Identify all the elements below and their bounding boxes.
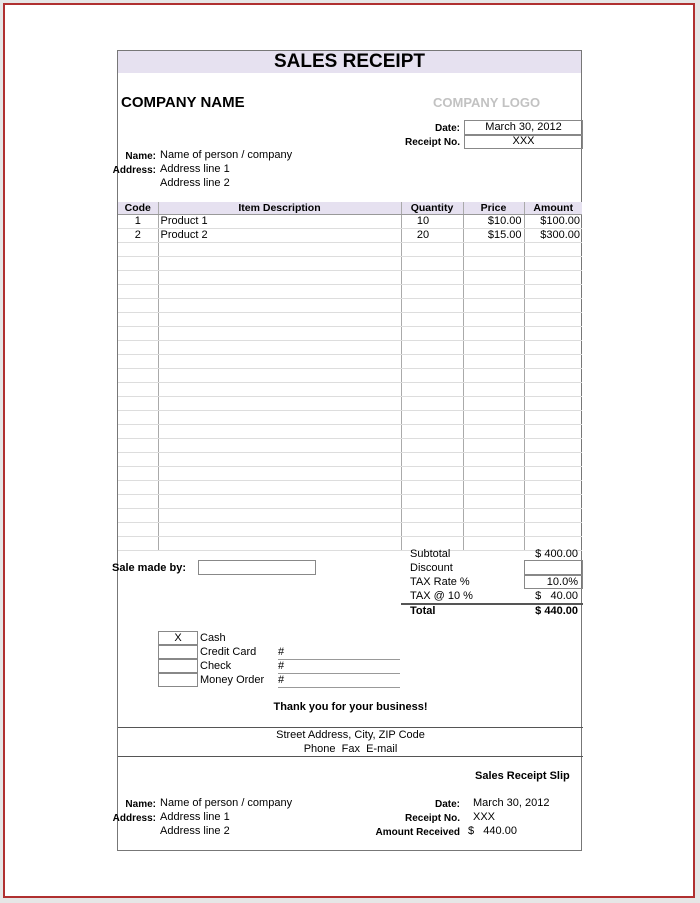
table-cell[interactable]: [524, 299, 582, 313]
column-header: Price: [463, 202, 524, 215]
table-cell[interactable]: [118, 411, 158, 425]
date-value[interactable]: March 30, 2012: [485, 121, 562, 133]
table-row: [118, 215, 582, 229]
payment-label: Credit Card: [200, 646, 257, 658]
table-cell[interactable]: [158, 467, 401, 481]
column-header: Code: [118, 202, 158, 215]
table-cell[interactable]: [118, 467, 158, 481]
tax-value: $ 40.00: [535, 590, 578, 602]
table-cell[interactable]: 2: [118, 229, 158, 243]
items-body: [118, 215, 582, 551]
table-row: [118, 327, 582, 341]
company-logo: COMPANY LOGO: [433, 95, 541, 110]
table-cell[interactable]: [118, 425, 158, 439]
table-cell[interactable]: [401, 383, 463, 397]
receipt-no-label: Receipt No.: [404, 137, 460, 148]
table-row: [118, 369, 582, 383]
table-cell[interactable]: 10: [401, 215, 463, 229]
payment-reference-field[interactable]: #: [278, 674, 400, 688]
table-cell[interactable]: [118, 355, 158, 369]
customer-address2[interactable]: Address line 2: [160, 177, 230, 189]
table-cell[interactable]: [158, 257, 401, 271]
sale-made-by-input[interactable]: [198, 560, 316, 575]
table-cell[interactable]: [401, 271, 463, 285]
table-row: [118, 383, 582, 397]
table-cell[interactable]: [463, 509, 524, 523]
table-cell[interactable]: [463, 341, 524, 355]
table-cell[interactable]: [118, 369, 158, 383]
table-cell[interactable]: [524, 467, 582, 481]
table-row: [118, 439, 582, 453]
table-cell[interactable]: [463, 425, 524, 439]
table-cell[interactable]: [524, 243, 582, 257]
total-label: Total: [410, 605, 436, 617]
table-row: [118, 257, 582, 271]
table-cell[interactable]: [158, 341, 401, 355]
customer-name-label: Name:: [125, 151, 156, 162]
table-cell[interactable]: $10.00: [463, 215, 524, 229]
payment-checkbox[interactable]: [158, 645, 198, 659]
payment-label: Money Order: [200, 674, 265, 686]
table-cell[interactable]: [158, 271, 401, 285]
slip-address1[interactable]: Address line 1: [160, 811, 230, 823]
table-cell[interactable]: [401, 341, 463, 355]
table-cell[interactable]: [401, 509, 463, 523]
items-table: [118, 202, 582, 551]
table-cell[interactable]: [118, 509, 158, 523]
table-cell[interactable]: [158, 495, 401, 509]
table-cell[interactable]: [401, 257, 463, 271]
table-cell[interactable]: [463, 537, 524, 551]
column-header: Amount: [524, 202, 582, 215]
receipt-no-value[interactable]: XXX: [512, 135, 535, 147]
table-cell[interactable]: [463, 481, 524, 495]
table-cell[interactable]: [524, 355, 582, 369]
payment-reference-field[interactable]: #: [278, 660, 400, 674]
table-cell[interactable]: [118, 327, 158, 341]
table-cell[interactable]: $15.00: [463, 229, 524, 243]
table-row: [118, 495, 582, 509]
table-cell[interactable]: [158, 425, 401, 439]
table-cell[interactable]: [463, 285, 524, 299]
table-cell[interactable]: [158, 369, 401, 383]
table-cell[interactable]: [158, 299, 401, 313]
table-cell[interactable]: [524, 509, 582, 523]
table-cell[interactable]: [401, 355, 463, 369]
table-cell[interactable]: [401, 481, 463, 495]
slip-title: Sales Receipt Slip: [475, 770, 570, 782]
thank-you-note: Thank you for your business!: [273, 701, 428, 713]
discount-label: Discount: [410, 562, 453, 574]
table-row: [118, 243, 582, 257]
table-cell[interactable]: [118, 537, 158, 551]
table-cell[interactable]: Product 2: [158, 229, 401, 243]
slip-receipt-no[interactable]: XXX: [473, 811, 496, 823]
table-cell[interactable]: [158, 327, 401, 341]
table-cell[interactable]: [158, 537, 401, 551]
table-cell[interactable]: [158, 481, 401, 495]
table-cell[interactable]: [158, 243, 401, 257]
table-cell[interactable]: [158, 411, 401, 425]
table-cell[interactable]: [118, 299, 158, 313]
table-cell[interactable]: [401, 243, 463, 257]
table-cell[interactable]: [158, 509, 401, 523]
slip-date-label: Date:: [434, 799, 460, 810]
table-cell[interactable]: [118, 285, 158, 299]
table-cell[interactable]: [118, 495, 158, 509]
table-cell[interactable]: [118, 271, 158, 285]
customer-address1[interactable]: Address line 1: [160, 163, 230, 175]
table-cell[interactable]: [463, 439, 524, 453]
table-cell[interactable]: [524, 257, 582, 271]
table-cell[interactable]: [158, 439, 401, 453]
table-cell[interactable]: [524, 523, 582, 537]
table-row: [118, 523, 582, 537]
table-cell[interactable]: [524, 341, 582, 355]
table-row: [118, 537, 582, 551]
receipt-sheet: [112, 50, 582, 851]
slip-address-label: Address:: [112, 813, 156, 824]
table-cell[interactable]: 1: [118, 215, 158, 229]
column-header: Quantity: [401, 202, 463, 215]
table-row: [118, 411, 582, 425]
tax-rate-label: TAX Rate %: [410, 576, 470, 588]
payment-checkbox[interactable]: [158, 659, 198, 673]
table-cell[interactable]: [463, 243, 524, 257]
table-cell[interactable]: [401, 299, 463, 313]
table-cell[interactable]: [463, 411, 524, 425]
table-row: [118, 285, 582, 299]
tax-rate-value[interactable]: 10.0%: [546, 576, 578, 588]
table-cell[interactable]: [158, 285, 401, 299]
table-cell[interactable]: [463, 523, 524, 537]
table-cell[interactable]: [158, 523, 401, 537]
table-cell[interactable]: $100.00: [524, 215, 582, 229]
table-cell[interactable]: [401, 397, 463, 411]
table-row: [118, 481, 582, 495]
tax-label: TAX @ 10 %: [410, 590, 473, 602]
table-cell[interactable]: [401, 523, 463, 537]
table-cell[interactable]: [401, 453, 463, 467]
table-cell[interactable]: [158, 313, 401, 327]
table-cell[interactable]: [118, 257, 158, 271]
table-cell[interactable]: [401, 495, 463, 509]
payment-label: Cash: [200, 632, 226, 644]
table-cell[interactable]: [118, 341, 158, 355]
footer-contact: Phone Fax E-mail: [303, 743, 398, 755]
date-label: Date:: [434, 123, 460, 134]
table-cell[interactable]: [524, 369, 582, 383]
table-cell[interactable]: [463, 313, 524, 327]
table-row: [118, 271, 582, 285]
table-cell[interactable]: [118, 397, 158, 411]
table-cell[interactable]: [158, 383, 401, 397]
customer-address-label: Address:: [112, 165, 156, 176]
table-cell[interactable]: Product 1: [158, 215, 401, 229]
table-cell[interactable]: [401, 467, 463, 481]
table-cell[interactable]: [524, 383, 582, 397]
table-cell[interactable]: [524, 285, 582, 299]
table-row: [118, 299, 582, 313]
table-cell[interactable]: [401, 327, 463, 341]
column-header: Item Description: [158, 202, 401, 215]
table-cell[interactable]: [524, 313, 582, 327]
table-row: [118, 229, 582, 243]
table-row: [118, 355, 582, 369]
table-cell[interactable]: $300.00: [524, 229, 582, 243]
table-row: [118, 453, 582, 467]
table-cell[interactable]: [401, 369, 463, 383]
table-cell[interactable]: [463, 299, 524, 313]
slip-amount[interactable]: $ 440.00: [468, 825, 517, 837]
table-cell[interactable]: [463, 383, 524, 397]
table-cell[interactable]: [524, 411, 582, 425]
receipt-title: SALES RECEIPT: [118, 51, 581, 73]
table-row: [118, 467, 582, 481]
table-cell[interactable]: [158, 355, 401, 369]
payment-checkbox[interactable]: [158, 673, 198, 687]
payment-checkbox[interactable]: X: [158, 631, 198, 645]
footer-address: Street Address, City, ZIP Code: [276, 729, 425, 741]
slip-address2[interactable]: Address line 2: [160, 825, 230, 837]
table-cell[interactable]: [463, 397, 524, 411]
table-cell[interactable]: [524, 271, 582, 285]
table-cell[interactable]: [401, 425, 463, 439]
table-cell[interactable]: [158, 397, 401, 411]
table-row: [118, 397, 582, 411]
table-row: [118, 313, 582, 327]
payment-label: Check: [200, 660, 232, 672]
slip-receipt-label: Receipt No.: [404, 813, 460, 824]
table-cell[interactable]: [118, 439, 158, 453]
slip-name[interactable]: Name of person / company: [160, 797, 293, 809]
table-cell[interactable]: [463, 467, 524, 481]
slip-name-label: Name:: [125, 799, 156, 810]
company-name: COMPANY NAME: [121, 94, 245, 111]
table-cell[interactable]: [118, 523, 158, 537]
table-cell[interactable]: [118, 383, 158, 397]
footer-top-rule: [118, 727, 583, 728]
table-cell[interactable]: [524, 481, 582, 495]
table-row: [118, 341, 582, 355]
slip-amount-label: Amount Received: [375, 827, 460, 838]
table-cell[interactable]: [118, 313, 158, 327]
table-cell[interactable]: [524, 397, 582, 411]
table-cell[interactable]: [463, 495, 524, 509]
table-cell[interactable]: [401, 285, 463, 299]
table-cell[interactable]: [118, 481, 158, 495]
table-cell[interactable]: 20: [401, 229, 463, 243]
customer-name[interactable]: Name of person / company: [160, 149, 293, 161]
table-row: [118, 425, 582, 439]
table-cell[interactable]: [524, 439, 582, 453]
table-cell[interactable]: [401, 411, 463, 425]
table-cell[interactable]: [401, 313, 463, 327]
table-row: [118, 509, 582, 523]
slip-date[interactable]: March 30, 2012: [473, 797, 550, 809]
table-cell[interactable]: [118, 243, 158, 257]
subtotal-label: Subtotal: [410, 548, 451, 560]
total-value: $ 440.00: [535, 605, 578, 617]
payment-reference-field[interactable]: #: [278, 646, 400, 660]
footer-bottom-rule: [118, 756, 583, 757]
table-cell[interactable]: [118, 453, 158, 467]
items-header-row: [118, 202, 582, 215]
table-cell[interactable]: [524, 327, 582, 341]
table-cell[interactable]: [463, 453, 524, 467]
table-cell[interactable]: [463, 369, 524, 383]
table-cell[interactable]: [524, 425, 582, 439]
table-cell[interactable]: [524, 495, 582, 509]
table-cell[interactable]: [463, 355, 524, 369]
table-cell[interactable]: [401, 439, 463, 453]
table-cell[interactable]: [524, 453, 582, 467]
table-cell[interactable]: [463, 327, 524, 341]
sale-made-by-label: Sale made by:: [112, 562, 186, 574]
table-cell[interactable]: [463, 257, 524, 271]
table-cell[interactable]: [158, 453, 401, 467]
discount-input[interactable]: [524, 560, 583, 575]
subtotal-value: $ 400.00: [535, 548, 578, 560]
table-cell[interactable]: [463, 271, 524, 285]
